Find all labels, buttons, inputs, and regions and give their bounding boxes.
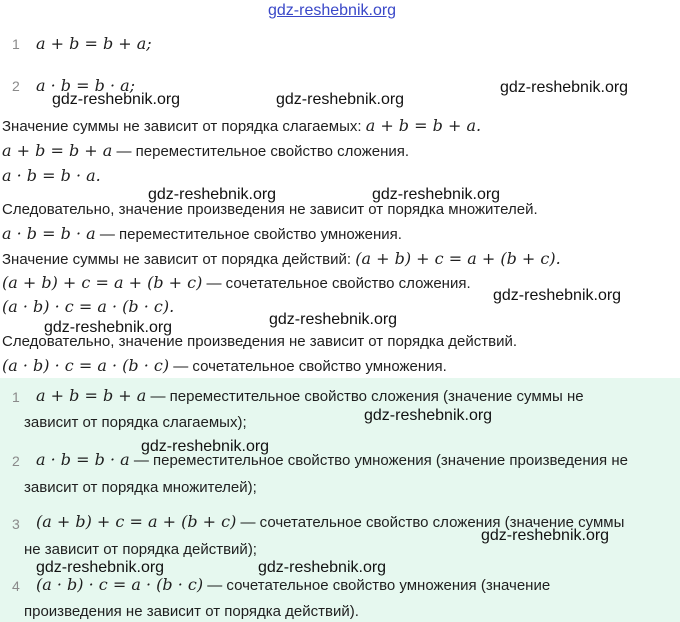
formula: a + b = b + a <box>36 386 147 405</box>
formula: a · b = b · a <box>36 450 130 469</box>
formula: a · b = b · a <box>2 224 96 243</box>
watermark: gdz-reshebnik.org <box>276 91 405 108</box>
watermark: gdz-reshebnik.org <box>269 311 398 328</box>
text: Значение суммы не зависит от порядка слагаемых: <box>2 118 366 135</box>
text-line <box>2 356 447 375</box>
watermark: gdz-reshebnik.org <box>481 527 610 544</box>
formula: a · b = b · a; <box>36 76 136 95</box>
watermark: gdz-reshebnik.org <box>141 438 270 455</box>
formula: (a · b) · c = a · (b · c) <box>2 356 170 375</box>
text: — сочетательное свойство сложения. <box>202 275 471 292</box>
answer-line: не зависит от порядка действий); <box>24 541 257 558</box>
answer-number: 3 <box>12 516 20 532</box>
formula: a + b = b + a <box>2 141 113 160</box>
top-watermark-link[interactable]: gdz-reshebnik.org <box>268 2 397 19</box>
text: — сочетательное свойство сложения (значение суммы <box>236 514 625 531</box>
list-number: 1 <box>12 36 20 52</box>
watermark: gdz-reshebnik.org <box>500 79 629 96</box>
answer-line: зависит от порядка слагаемых); <box>24 414 247 431</box>
text: Следовательно, значение произведения не зависит от порядка действий. <box>2 333 517 350</box>
text-line <box>2 273 471 292</box>
watermark: gdz-reshebnik.org <box>258 559 387 576</box>
text-line <box>2 166 101 185</box>
watermark: gdz-reshebnik.org <box>364 407 493 424</box>
formula: a · b = b · a. <box>2 166 101 185</box>
text-line <box>2 297 174 316</box>
text: — переместительное свойство умножения. <box>95 226 402 243</box>
watermark: gdz-reshebnik.org <box>372 186 501 203</box>
formula: a + b = b + a; <box>36 34 152 53</box>
watermark: gdz-reshebnik.org <box>44 319 173 336</box>
formula: (a · b) · c = a · (b · c) <box>36 575 204 594</box>
text: — сочетательное свойство умножения (значение <box>203 577 551 594</box>
formula: (a · b) · c = a · (b · c). <box>2 297 175 316</box>
answer-line: произведения не зависит от порядка действий). <box>24 603 359 620</box>
answer-line <box>36 575 550 594</box>
answer-number: 1 <box>12 389 20 405</box>
watermark: gdz-reshebnik.org <box>148 186 277 203</box>
watermark: gdz-reshebnik.org <box>493 287 622 304</box>
list-number: 2 <box>12 78 20 94</box>
text-line <box>2 141 409 160</box>
answer-number: 4 <box>12 578 20 594</box>
formula: a + b = b + a. <box>365 116 482 135</box>
formula: (a + b) + c = a + (b + c) <box>36 512 237 531</box>
answer-line <box>36 386 584 405</box>
text: — сочетательное свойство умножения. <box>169 358 447 375</box>
answer-line: зависит от порядка множителей); <box>24 479 257 496</box>
answer-number: 2 <box>12 453 20 469</box>
formula: (a + b) + c = a + (b + c) <box>2 273 203 292</box>
formula: (a + b) + c = a + (b + c). <box>355 249 561 268</box>
text: Следовательно, значение произведения не зависит от порядка множителей. <box>2 201 538 218</box>
text-line <box>2 224 402 243</box>
text: — переместительное свойство умножения (значение произведения не <box>129 452 628 469</box>
text-line <box>2 116 481 135</box>
text-line <box>2 249 561 268</box>
text: — переместительное свойство сложения (значение суммы не <box>146 388 584 405</box>
watermark: gdz-reshebnik.org <box>52 91 181 108</box>
answer-line <box>36 450 628 469</box>
text: Значение суммы не зависит от порядка действий: <box>2 251 356 268</box>
text: — переместительное свойство сложения. <box>112 143 410 160</box>
watermark: gdz-reshebnik.org <box>36 559 165 576</box>
